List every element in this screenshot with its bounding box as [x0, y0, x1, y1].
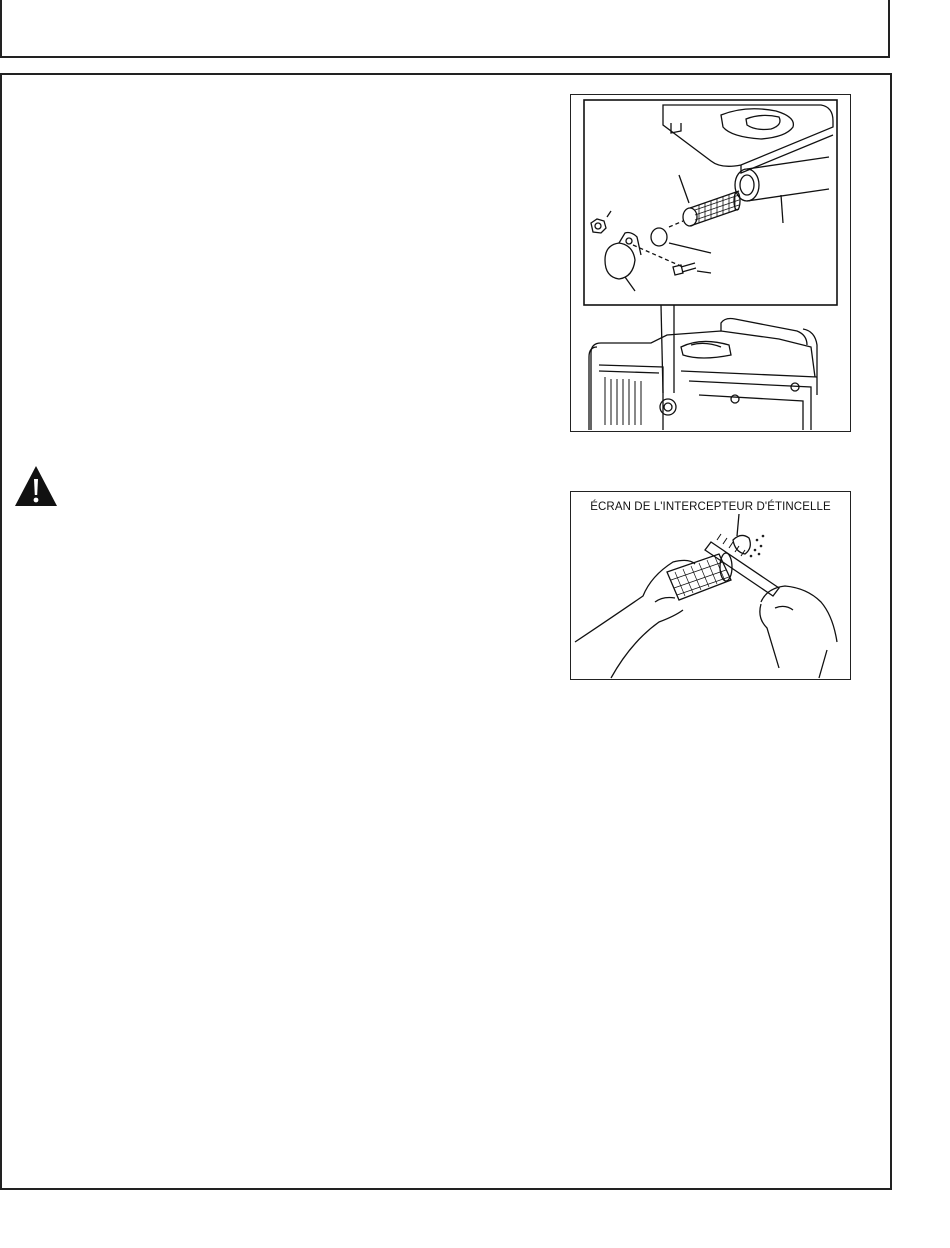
- page-header-box: [0, 0, 890, 58]
- spark-arrester-screen-label: ÉCRAN DE L'INTERCEPTEUR D'ÉTINCELLE: [590, 501, 831, 513]
- brush-cleaning-illustration: [571, 492, 850, 679]
- spark-arrester-exploded-figure: [570, 94, 851, 432]
- spark-arrester-cleaning-figure: [570, 491, 851, 680]
- exploded-view-illustration: [571, 95, 850, 431]
- warning-triangle-icon: [13, 463, 59, 509]
